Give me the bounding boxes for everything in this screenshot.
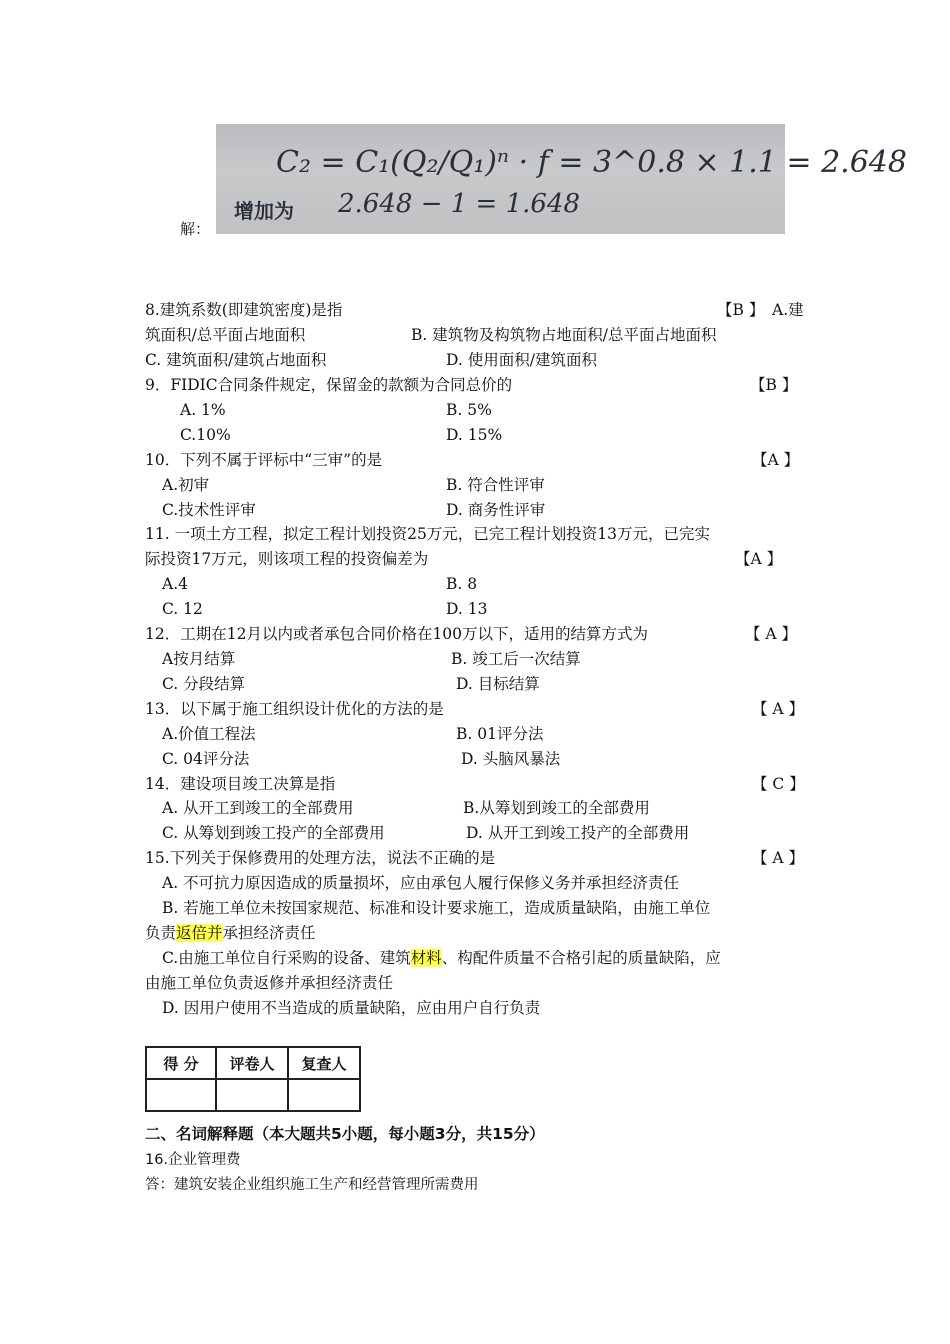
solution-label: 解： [180, 220, 211, 238]
q12-option-c: C. 分段结算 [162, 675, 246, 693]
q9-option-a: A. 1% [180, 401, 226, 419]
q9-option-d: D. 15% [446, 426, 503, 444]
q12-option-b: B. 竣工后一次结算 [451, 650, 581, 668]
q14-option-b: B.从筹划到竣工的全部费用 [463, 799, 650, 817]
q15-option-b-line1: B. 若施工单位未按国家规范、标准和设计要求施工，造成质量缺陷，由施工单位 [162, 899, 711, 917]
q13-option-a: A.价值工程法 [162, 725, 256, 743]
score-header-score: 得 分 [146, 1047, 216, 1079]
q13-option-c: C. 04评分法 [162, 750, 250, 768]
score-table [145, 1046, 361, 1112]
q12-option-d: D. 目标结算 [456, 675, 540, 693]
score-table-input-row [146, 1079, 360, 1111]
q15-option-a: A. 不可抗力原因造成的质量损坏，应由承包人履行保修义务并承担经济责任 [162, 874, 680, 892]
score-cell [146, 1079, 216, 1111]
q10-option-b: B. 符合性评审 [446, 476, 545, 494]
q8-option-b: B. 建筑物及构筑物占地面积/总平面占地面积 [411, 326, 717, 344]
q15-answer: 【 A 】 [752, 849, 805, 867]
q15-b2-highlight: 返倍并 [176, 924, 223, 942]
q11-option-d: D. 13 [446, 600, 488, 618]
q15-stem: 15.下列关于保修费用的处理方法，说法不正确的是 [145, 849, 496, 867]
q14-option-c: C. 从筹划到竣工投产的全部费用 [162, 824, 385, 842]
q12-answer: 【 A 】 [745, 625, 798, 643]
q13-option-b: B. 01评分法 [456, 725, 544, 743]
q15-b2-post: 承担经济责任 [222, 924, 316, 942]
q12-option-a: A按月结算 [162, 650, 236, 668]
q14-stem: 14．建设项目竣工决算是指 [145, 775, 336, 793]
q11-option-b: B. 8 [446, 575, 478, 593]
q11-stem-line2: 际投资17万元，则该项工程的投资偏差为 [145, 550, 429, 568]
q8-option-d: D. 使用面积/建筑面积 [446, 351, 597, 369]
q14-option-a: A. 从开工到竣工的全部费用 [162, 799, 354, 817]
q9-option-c: C.10% [180, 426, 231, 444]
q16-stem: 16.企业管理费 [145, 1152, 241, 1168]
q8-option-c: C. 建筑面积/建筑占地面积 [145, 351, 327, 369]
q16-answer: 答：建筑安装企业组织施工生产和经营管理所需费用 [145, 1177, 479, 1193]
q11-option-a: A.4 [162, 575, 188, 593]
handwritten-solution-photo [216, 124, 907, 234]
q11-answer: 【A 】 [735, 550, 783, 568]
q15-option-c-line1 [162, 948, 721, 968]
q12-stem: 12．工期在12月以内或者承包合同价格在100万以下，适用的结算方式为 [145, 625, 649, 643]
q15-b2-pre: 负责 [145, 924, 177, 942]
q10-option-a: A.初审 [162, 476, 210, 494]
q15-c1-highlight: 材料 [410, 949, 442, 967]
q11-option-c: C. 12 [162, 600, 203, 618]
q11-stem-line1: 11. 一项土方工程，拟定工程计划投资25万元，已完工程计划投资13万元，已完实 [145, 525, 711, 543]
q14-option-d: D. 从开工到竣工投产的全部费用 [466, 824, 690, 842]
q15-option-d: D. 因用户使用不当造成的质量缺陷，应由用户自行负责 [162, 999, 541, 1017]
q8-option-a-cont: 筑面积/总平面占地面积 [145, 326, 306, 344]
q14-answer: 【 C 】 [752, 775, 805, 793]
score-table-header-row [146, 1047, 360, 1079]
q8-stem: 8.建筑系数(即建筑密度)是指 [145, 301, 343, 319]
q15-c1-post: 、构配件质量不合格引起的质量缺陷，应 [441, 949, 721, 967]
score-header-grader: 评卷人 [216, 1047, 288, 1079]
q15-option-c-line2: 由施工单位负责返修并承担经济责任 [145, 974, 394, 992]
q10-answer: 【A 】 [752, 451, 800, 469]
q8-option-a: A.建 [772, 301, 804, 319]
q9-stem: 9．FIDIC合同条件规定，保留金的款额为合同总价的 [145, 376, 513, 394]
handwriting-drawing [216, 124, 907, 234]
q9-option-b: B. 5% [446, 401, 492, 419]
q13-stem: 13．以下属于施工组织设计优化的方法的是 [145, 700, 444, 718]
q15-c1-pre: C.由施工单位自行采购的设备、建筑 [162, 949, 411, 967]
q9-answer: 【B 】 [750, 376, 798, 394]
q10-option-d: D. 商务性评审 [446, 501, 546, 519]
q10-stem: 10．下列不属于评标中“三审”的是 [145, 451, 383, 469]
q8-answer: 【B 】 [717, 301, 765, 319]
q13-option-d: D. 头脑风暴法 [461, 750, 561, 768]
reviewer-cell [288, 1079, 360, 1111]
handwritten-formula-line2: 2.648 − 1 = 1.648 [338, 189, 581, 219]
section2-title: 二、名词解释题（本大题共5小题，每小题3分，共15分） [145, 1125, 545, 1143]
grader-cell [216, 1079, 288, 1111]
handwritten-formula-line1: C₂ = C₁(Q₂/Q₁)ⁿ · f = 3^0.8 × 1.1 = 2.648 [276, 145, 907, 180]
q15-option-b-line2 [145, 923, 316, 943]
q10-option-c: C.技术性评审 [162, 501, 256, 519]
handwritten-prefix: 增加为 [234, 199, 294, 223]
score-header-reviewer: 复查人 [288, 1047, 360, 1079]
q13-answer: 【 A 】 [752, 700, 805, 718]
